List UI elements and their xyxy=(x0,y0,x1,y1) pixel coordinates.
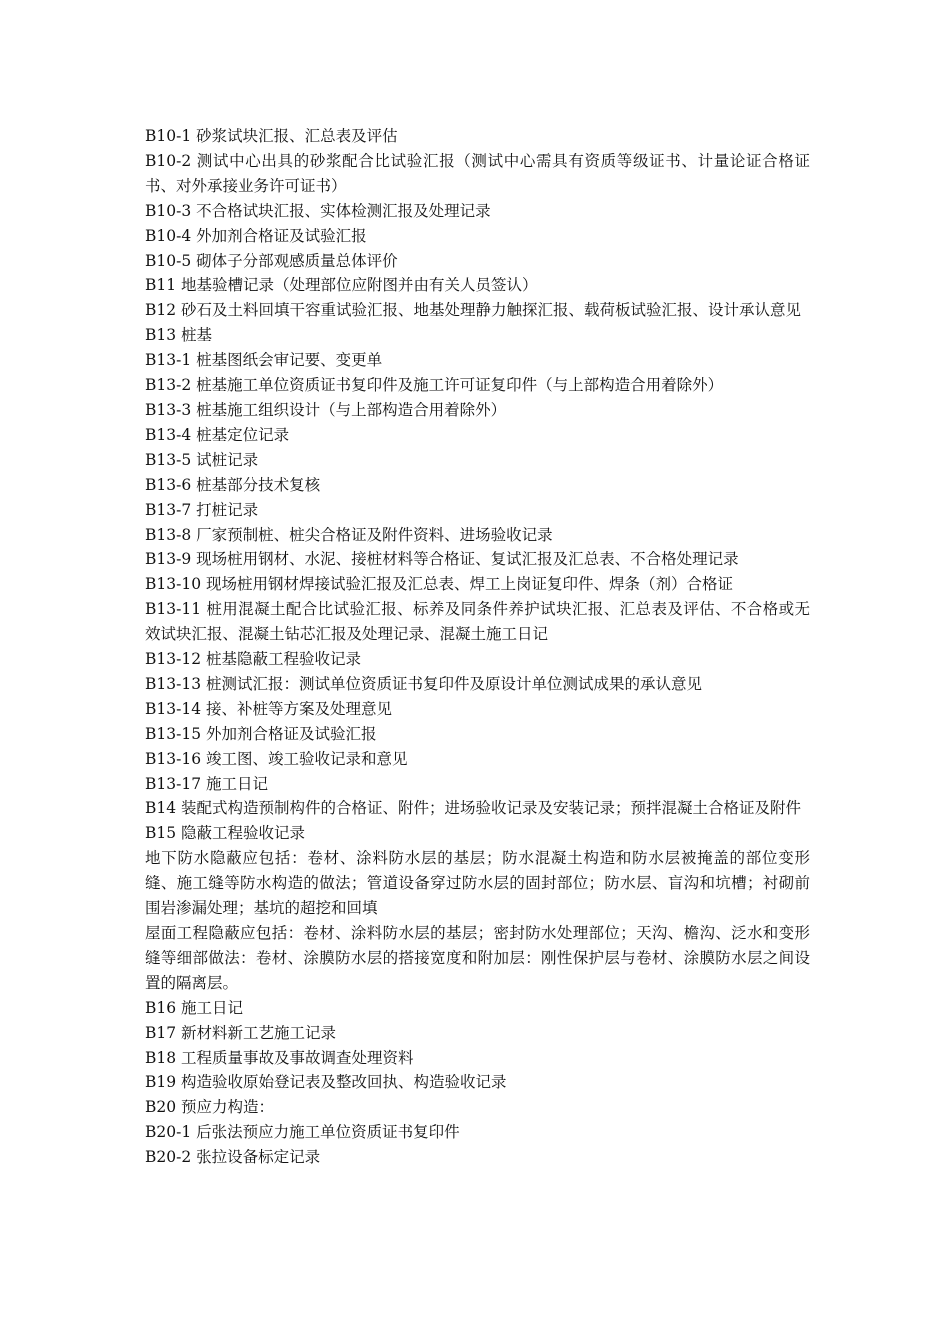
paragraph-b13-3: B13-3 桩基施工组织设计（与上部构造合用着除外） xyxy=(145,400,507,419)
paragraph-roofing-works: 屋面工程隐蔽应包括：卷材、涂料防水层的基层；密封防水处理部位；天沟、檐沟、泛水和变形缝等细部做法：卷材、涂膜防水层的搭接宽度和附加层：刚性保护层与卷材、涂膜防水层之间设置的隔离层。 xyxy=(145,924,810,992)
paragraph-b20-1: B20-1 后张法预应力施工单位资质证书复印件 xyxy=(145,1123,460,1142)
paragraph-b20-2: B20-2 张拉设备标定记录 xyxy=(145,1148,321,1167)
paragraph-b13-10: B13-10 现场桩用钢材焊接试验汇报及汇总表、焊工上岗证复印件、焊条（剂）合格证 xyxy=(145,575,734,594)
paragraph-b13-8: B13-8 厂家预制桩、桩尖合格证及附件资料、进场验收记录 xyxy=(145,525,553,544)
document-body xyxy=(145,124,810,1170)
paragraph-b13-9: B13-9 现场桩用钢材、水泥、接桩材料等合格证、复试汇报及汇总表、不合格处理记录 xyxy=(145,550,739,569)
paragraph-b13-2: B13-2 桩基施工单位资质证书复印件及施工许可证复印件（与上部构造合用着除外） xyxy=(145,376,724,395)
paragraph-b10-4: B10-4 外加剂合格证及试验汇报 xyxy=(145,226,367,245)
paragraph-b10-5: B10-5 砌体子分部观感质量总体评价 xyxy=(145,251,398,270)
paragraph-b13-13: B13-13 桩测试汇报：测试单位资质证书复印件及原设计单位测试成果的承认意见 xyxy=(145,674,703,693)
paragraph-b13-15: B13-15 外加剂合格证及试验汇报 xyxy=(145,724,377,743)
paragraph-b13-14: B13-14 接、补桩等方案及处理意见 xyxy=(145,699,393,718)
paragraph-b14: B14 装配式构造预制构件的合格证、附件；进场验收记录及安装记录；预拌混凝土合格证及附件 xyxy=(145,799,802,818)
paragraph-b13-12: B13-12 桩基隐蔽工程验收记录 xyxy=(145,650,362,669)
paragraph-underground-waterproofing: 地下防水隐蔽应包括：卷材、涂料防水层的基层；防水混凝土构造和防水层被掩盖的部位变形缝、施工缝等防水构造的做法；管道设备穿过防水层的固封部位；防水层、盲沟和坑槽；衬砌前围岩渗漏处理；基坑的超挖和回填 xyxy=(145,849,810,918)
paragraph-b15: B15 隐蔽工程验收记录 xyxy=(145,824,306,843)
paragraph-b10-3: B10-3 不合格试块汇报、实体检测汇报及处理记录 xyxy=(145,201,491,220)
paragraph-b12: B12 砂石及土料回填干容重试验汇报、地基处理静力触探汇报、载荷板试验汇报、设计承认意见 xyxy=(145,301,802,320)
paragraph-b13-5: B13-5 试桩记录 xyxy=(145,450,259,469)
paragraph-b13-16: B13-16 竣工图、竣工验收记录和意见 xyxy=(145,749,408,768)
paragraph-b19: B19 构造验收原始登记表及整改回执、构造验收记录 xyxy=(145,1073,507,1092)
paragraph-b13-4: B13-4 桩基定位记录 xyxy=(145,425,290,444)
paragraph-b18: B18 工程质量事故及事故调查处理资料 xyxy=(145,1048,414,1067)
paragraph-b13-11: B13-11 桩用混凝土配合比试验汇报、标养及同条件养护试块汇报、汇总表及评估、不合格或无效试块汇报、混凝土钻芯汇报及处理记录、混凝土施工日记 xyxy=(145,600,810,644)
paragraph-b16: B16 施工日记 xyxy=(145,998,244,1017)
paragraph-b20: B20 预应力构造： xyxy=(145,1098,275,1117)
paragraph-b10-2: B10-2 测试中心出具的砂浆配合比试验汇报（测试中心需具有资质等级证书、计量论证合格证书、对外承接业务许可证书） xyxy=(145,151,810,195)
paragraph-b13-1: B13-1 桩基图纸会审记要、变更单 xyxy=(145,351,383,370)
paragraph-b13-17: B13-17 施工日记 xyxy=(145,774,269,793)
paragraph-b13: B13 桩基 xyxy=(145,326,213,345)
paragraph-b10-1: B10-1 砂浆试块汇报、汇总表及评估 xyxy=(145,127,398,145)
paragraph-b11: B11 地基验槽记录（处理部位应附图并由有关人员签认） xyxy=(145,276,538,295)
paragraph-b17: B17 新材料新工艺施工记录 xyxy=(145,1023,337,1042)
paragraph-b13-7: B13-7 打桩记录 xyxy=(145,500,259,519)
paragraph-b13-6: B13-6 桩基部分技术复核 xyxy=(145,475,321,494)
